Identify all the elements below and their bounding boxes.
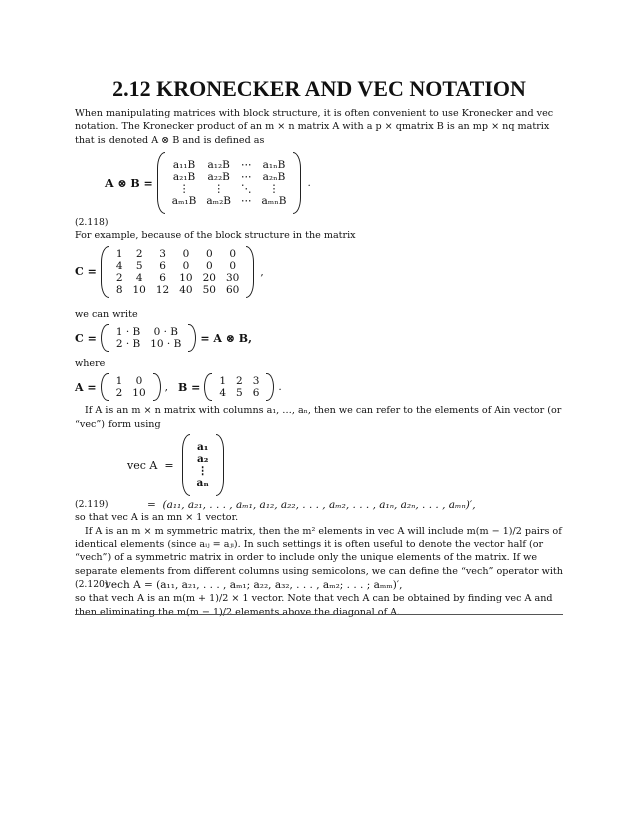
- a-b-equation: [75, 372, 563, 402]
- b-matrix-cell: 4: [219, 387, 227, 400]
- equation-number-2-119: (2.119): [75, 498, 109, 510]
- b-matrix-row: [214, 375, 264, 387]
- a-matrix-cell: 2: [115, 387, 123, 400]
- a-matrix-cell: 10: [132, 387, 146, 400]
- c-matrix-cell: 10: [179, 271, 193, 284]
- vec-intro-paragraph: If A is an m × n matrix with columns a₁, …, aₙ, then we can refer to the elements of Ain vector (or “vec”) form using: [75, 405, 562, 430]
- kronecker-matrix-cell: ⋮: [178, 183, 190, 196]
- kronecker-matrix-cell: ⋮: [213, 183, 224, 196]
- c-block-cell: 1 · B: [115, 326, 141, 339]
- c-block-cell: 0 · B: [153, 326, 178, 339]
- c-matrix-cell: 2: [115, 271, 123, 284]
- a-matrix-table: [111, 375, 151, 399]
- left-paren-icon: [204, 373, 212, 401]
- c-matrix-cell: 12: [155, 283, 170, 296]
- c-matrix-cell: 4: [115, 259, 123, 272]
- kronecker-matrix-cell: aₘₙB: [261, 195, 287, 208]
- kronecker-matrix-cell: ⋯: [241, 195, 252, 208]
- b-matrix: [204, 373, 274, 401]
- kronecker-matrix-row: [167, 183, 292, 195]
- c-matrix-table: [111, 248, 245, 296]
- eq-2-120-row: [75, 578, 563, 592]
- c-matrix-cell: 0: [229, 247, 237, 260]
- c-block-cell: 2 · B: [115, 338, 141, 351]
- c-matrix-cell: 10: [132, 283, 146, 296]
- kronecker-matrix-cell: ⋱: [241, 183, 252, 196]
- vech-size-paragraph: so that vech A is an m(m + 1)/2 × 1 vector. Note that vech A can be obtained by finding vec A and then eliminating the m(m − 1)/2 elements above the diagonal of A.: [75, 593, 553, 618]
- kronecker-matrix-cell: ⋯: [241, 159, 252, 172]
- c-matrix: [101, 246, 255, 298]
- c-block-lhs: C =: [75, 331, 97, 345]
- vec-column: [182, 434, 224, 496]
- c-matrix-cell: 50: [202, 283, 216, 296]
- kronecker-matrix: [157, 152, 302, 214]
- a-lhs: A =: [75, 380, 97, 394]
- kronecker-matrix-row: [167, 171, 292, 183]
- left-paren-icon: [182, 434, 190, 496]
- example-paragraph: For example, because of the block structure in the matrix: [75, 230, 356, 242]
- c-matrix-cell: 40: [179, 283, 193, 296]
- footer-rule: [75, 614, 563, 615]
- section-title: 2.12 KRONECKER AND VEC NOTATION: [112, 76, 526, 101]
- b-period: .: [278, 381, 282, 394]
- c-matrix-cell: 0: [205, 259, 213, 272]
- vech-intro-paragraph: If A is an m × m symmetric matrix, then the m² elements in vec A will include m(m − 1)/2 pairs of identical elements (since aᵢⱼ = aⱼᵢ). In such settings it is often useful to denote the vector half (or “vech”) of a symmetric matrix in order to include only the unique elements of the matrix. If we separate elements from different columns using semicolons, we can define the “vech” operator with: [75, 525, 563, 577]
- c-matrix-row: [111, 272, 245, 284]
- c-block-cell: 10 · B: [150, 338, 182, 351]
- vec-column-row: [192, 441, 214, 453]
- eq-2-119-row: [75, 498, 563, 511]
- vec-column-row: [192, 477, 214, 489]
- vec-expansion: = (a₁₁, a₂₁, . . . , aₘ₁, a₁₂, a₂₂, . . . , aₘ₂, . . . , a₁ₙ, a₂ₙ, . . . , aₘₙ)′,: [147, 498, 476, 511]
- a-matrix: [101, 373, 161, 401]
- c-matrix-cell: 60: [226, 283, 240, 296]
- kronecker-matrix-cell: aₘ₂B: [206, 195, 232, 208]
- b-lhs: B =: [178, 380, 201, 394]
- c-matrix-cell: 1: [115, 247, 123, 260]
- c-matrix-cell: 0: [205, 247, 213, 260]
- left-paren-icon: [157, 152, 165, 214]
- vech-equation: vech A = (a₁₁, a₂₁, . . . , aₘ₁; a₂₂, a₃₂, . . . , aₘ₂; . . . ; aₘₘ)′,: [105, 579, 403, 592]
- c-matrix-cell: 5: [135, 259, 143, 272]
- c-matrix-row: [111, 248, 245, 260]
- kronecker-matrix-cell: a₂ₙB: [262, 171, 286, 184]
- right-paren-icon: [293, 152, 301, 214]
- kronecker-matrix-cell: a₁ₙB: [262, 159, 286, 172]
- c-comma: ,: [260, 265, 264, 278]
- c-matrix-row: [111, 284, 245, 296]
- kronecker-matrix-row: [167, 159, 292, 171]
- where-paragraph: where: [75, 358, 106, 370]
- kronecker-matrix-cell: aₘ₁B: [171, 195, 197, 208]
- a-matrix-row: [111, 375, 151, 387]
- a-b-separator: ,: [164, 381, 168, 394]
- kronecker-period: .: [307, 177, 311, 190]
- c-matrix-cell: 0: [182, 247, 190, 260]
- equation-number-2-120: (2.120): [75, 579, 109, 591]
- b-matrix-cell: 6: [252, 387, 260, 400]
- left-paren-icon: [101, 246, 109, 298]
- we-can-write-paragraph: we can write: [75, 308, 138, 320]
- c-matrix-cell: 4: [135, 271, 143, 284]
- vec-lhs: vec A =: [127, 458, 174, 472]
- b-matrix-table: [214, 375, 264, 399]
- left-paren-icon: [101, 324, 109, 352]
- b-matrix-cell: 2: [236, 375, 243, 388]
- kronecker-matrix-cell: ⋯: [241, 171, 252, 184]
- kronecker-matrix-table: [167, 159, 292, 207]
- right-paren-icon: [153, 373, 161, 401]
- kronecker-matrix-cell: a₁₁B: [172, 159, 196, 172]
- vec-column-table: [192, 441, 214, 489]
- a-matrix-cell: 0: [135, 375, 143, 388]
- c-matrix-cell: 2: [135, 247, 143, 260]
- vec-column-row: [192, 465, 214, 477]
- kronecker-matrix-cell: a₂₁B: [172, 171, 196, 184]
- a-matrix-cell: 1: [115, 375, 123, 388]
- kronecker-matrix-cell: a₁₂B: [207, 159, 230, 172]
- kronecker-matrix-cell: a₂₂B: [207, 171, 230, 184]
- kronecker-equation: [105, 150, 563, 216]
- equation-number-2-118: (2.118): [75, 217, 109, 229]
- c-matrix-equation: [75, 245, 563, 299]
- c-matrix-cell: 6: [159, 271, 166, 284]
- right-paren-icon: [246, 246, 254, 298]
- kronecker-matrix-cell: ⋮: [268, 183, 280, 196]
- c-matrix-cell: 30: [226, 271, 240, 284]
- b-matrix-cell: 5: [236, 387, 243, 400]
- c-matrix-row: [111, 260, 245, 272]
- c-block-row: [111, 338, 187, 350]
- right-paren-icon: [188, 324, 196, 352]
- vec-size-paragraph: so that vec A is an mn × 1 vector.: [75, 512, 239, 524]
- right-paren-icon: [216, 434, 224, 496]
- c-matrix-cell: 0: [182, 259, 190, 272]
- vec-equation: [127, 433, 563, 497]
- c-block-row: [111, 326, 187, 338]
- c-block-equation: [75, 323, 563, 353]
- c-matrix-cell: 0: [229, 259, 237, 272]
- vec-column-cell: a₁: [196, 441, 209, 454]
- c-matrix-cell: 20: [202, 271, 216, 284]
- c-matrix-cell: 3: [159, 247, 166, 260]
- b-matrix-cell: 3: [252, 375, 260, 388]
- right-paren-icon: [266, 373, 274, 401]
- b-matrix-cell: 1: [219, 375, 227, 388]
- document-page: [75, 76, 563, 619]
- a-matrix-row: [111, 387, 151, 399]
- c-matrix-cell: 6: [159, 259, 166, 272]
- intro-paragraph: When manipulating matrices with block structure, it is often convenient to use Kronecker and vec notation. The Kronecker product of an m × n matrix A with a p × qmatrix B is an mp × nq matrix that is denoted A ⊗ B and is defined as: [75, 108, 554, 146]
- vec-column-cell: a₂: [196, 453, 209, 466]
- vec-column-cell: aₙ: [196, 477, 209, 490]
- c-block-rhs: = A ⊗ B,: [200, 331, 252, 345]
- left-paren-icon: [101, 373, 109, 401]
- c-matrix-cell: 8: [115, 283, 123, 296]
- b-matrix-row: [214, 387, 264, 399]
- vec-column-row: [192, 453, 214, 465]
- vec-column-cell: ⋮: [197, 465, 208, 478]
- c-block-matrix: [101, 324, 197, 352]
- kronecker-matrix-row: [167, 195, 292, 207]
- kronecker-lhs: A ⊗ B =: [105, 176, 153, 190]
- c-block-table: [111, 326, 187, 350]
- c-lhs: C =: [75, 265, 97, 279]
